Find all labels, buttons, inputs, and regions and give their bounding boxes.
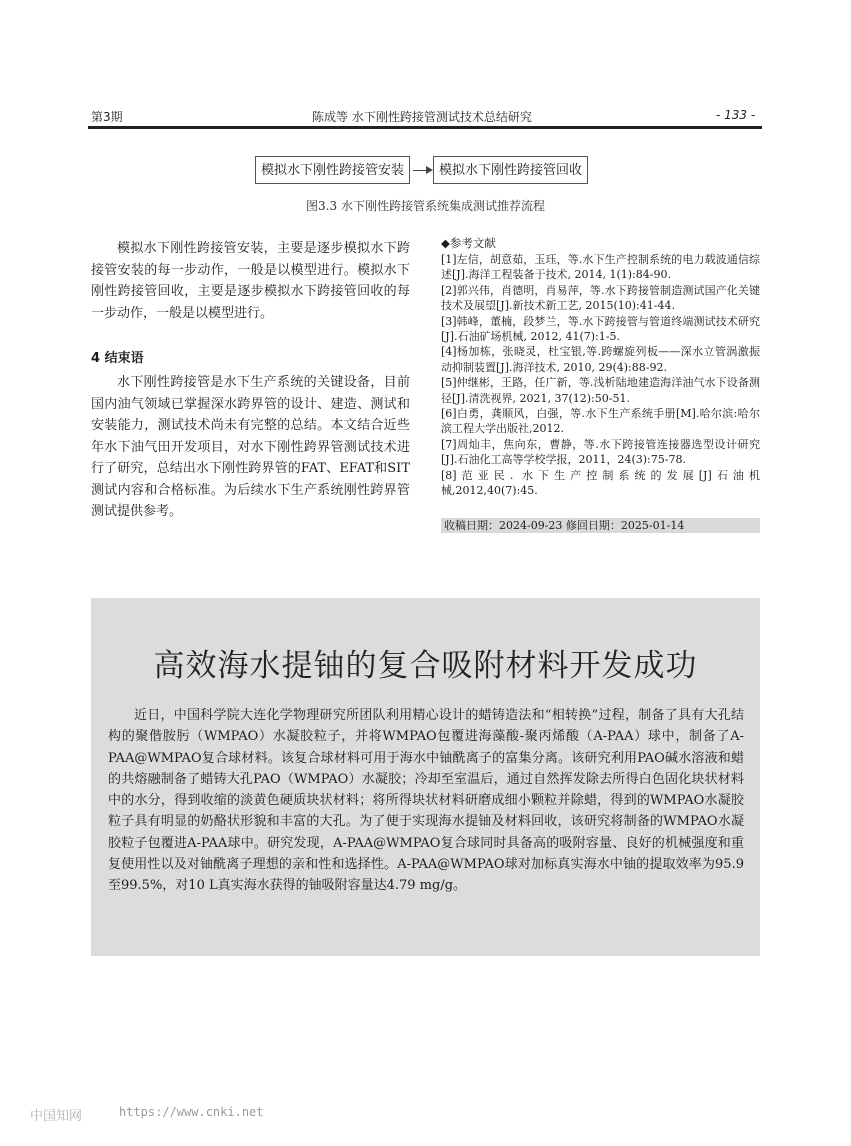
reference-item: [3]韩峰，董楠，段梦兰，等.水下跨接管与管道终端测试技术研究[J].石油矿场机械, 2012, 41(7):1-5. [441,314,760,344]
reference-item: [6]白勇，龚顺风，白强，等.水下生产系统手册[M].哈尔滨:哈尔滨工程大学出版社,2012. [441,407,760,436]
figure-caption: 图3.3 水下刚性跨接管系统集成测试推荐流程 [306,199,545,213]
reference-item: [5]仲继彬，王路，任广新，等.浅析陆地建造海洋油气水下设备测径[J].清洗视界, 2021, 37(12):50-51. [441,376,760,405]
reference-item: [1]左信，胡意茹，玉珏，等.水下生产控制系统的电力载波通信综述[J].海洋工程装备于技术, 2014, 1(1):84-90. [441,253,760,282]
left-paragraph-1 [91,238,410,324]
reference-item: [7]周灿丰，焦向东，曹静，等.水下跨接管连接器选型设计研究[J].石油化工高等学校学报，2011，24(3):75-78. [441,437,760,467]
flow-arrow-line [413,170,427,171]
references-heading: ◆参考文献 [441,236,496,250]
reference-item: [2]郭兴伟，肖德明，肖易萍，等.水下跨接管制造测试国产化关键技术及展望[J].新技术新工艺, 2015(10):41-44. [441,283,760,313]
footer-watermark: 中国知网 [30,1109,83,1124]
left-paragraph-2 [91,372,410,523]
section-title: 4 结束语 [91,351,144,366]
flow-box-recovery: 模拟水下刚性跨接管回收 [433,156,588,184]
running-title: 陈成等 水下刚性跨接管测试技术总结研究 [312,110,532,124]
footer-url[interactable]: https://www.cnki.net [119,1105,264,1119]
flow-box-install: 模拟水下刚性跨接管安装 [255,156,410,184]
news-title: 高效海水提铀的复合吸附材料开发成功 [153,648,698,684]
received-date-bar: 收稿日期：2024-09-23 修回日期：2025-01-14 [441,518,760,533]
journal-issue: 第3期 [91,110,123,124]
paragraph-text: 模拟水下刚性跨接管安装，主要是逐步模拟水下跨接管安装的每一步动作，一般是以模型进行。模拟水下刚性跨接管回收，主要是逐步模拟水下跨接管回收的每一步动作，一般是以模型进行。 [91,241,410,321]
reference-list [441,252,760,499]
page-number: - 133 - [716,108,756,122]
news-body: 近日，中国科学院大连化学物理研究所团队利用精心设计的蜡铸造法和“相转换”过程，制备了具有大孔结构的聚偕胺肟（WMPAO）水凝胶粒子，并将WMPAO包覆进海藻酸-聚丙烯酸（A-PAA）球中，制备了A-PAA@WMPAO复合球材料。该复合球材料可用于海水中铀酰离子的富集分离。该研究利用PAO碱水溶液和蜡的共熔融制备了蜡铸大孔PAO（WMPAO）水凝胶；冷却至室温后，通过自然挥发除去所得白色固化块状材料中的水分，得到收缩的淡黄色硬质块状材料；将所得块状材料研磨成细小颗粒并除蜡，得到的WMPAO水凝胶粒子具有明显的奶酪状形貌和丰富的大孔。为了便于实现海水提铀及材料回收，该研究将制备的WMPAO水凝胶粒子包覆进A-PAA球中。研究发现，A-PAA@WMPAO复合球同时具备高的吸附容量、良好的机械强度和重复使用性以及对铀酰离子理想的亲和性和选择性。A-PAA@WMPAO球对加标真实海水中铀的提取效率为95.9至99.5%，对10 L真实海水获得的铀吸附容量达4.79 mg/g。 [108,708,744,894]
flow-arrow-icon [426,166,433,174]
reference-item: [4]杨加栋，张晓灵，杜宝银,等.跨螺旋列板——深水立管涡激振动抑制装置[J].海洋技术, 2010, 29(4):88-92. [441,345,760,374]
header-rule [88,126,762,129]
paragraph-text: 水下刚性跨接管是水下生产系统的关键设备，目前国内油气领域已掌握深水跨界管的设计、建造、测试和安装能力，测试技术尚未有完整的总结。本文结合近些年水下油气田开发项目，对水下刚性跨界管测试技术进行了研究，总结出水下刚性跨界管的FAT、EFAT和SIT测试内容和合格标准。为后续水下生产系统刚性跨界管测试提供参考。 [91,375,410,519]
reference-item: [8]范亚民. 水下生产控制系统的发展[J]石油机械,2012,40(7):45. [441,468,760,498]
